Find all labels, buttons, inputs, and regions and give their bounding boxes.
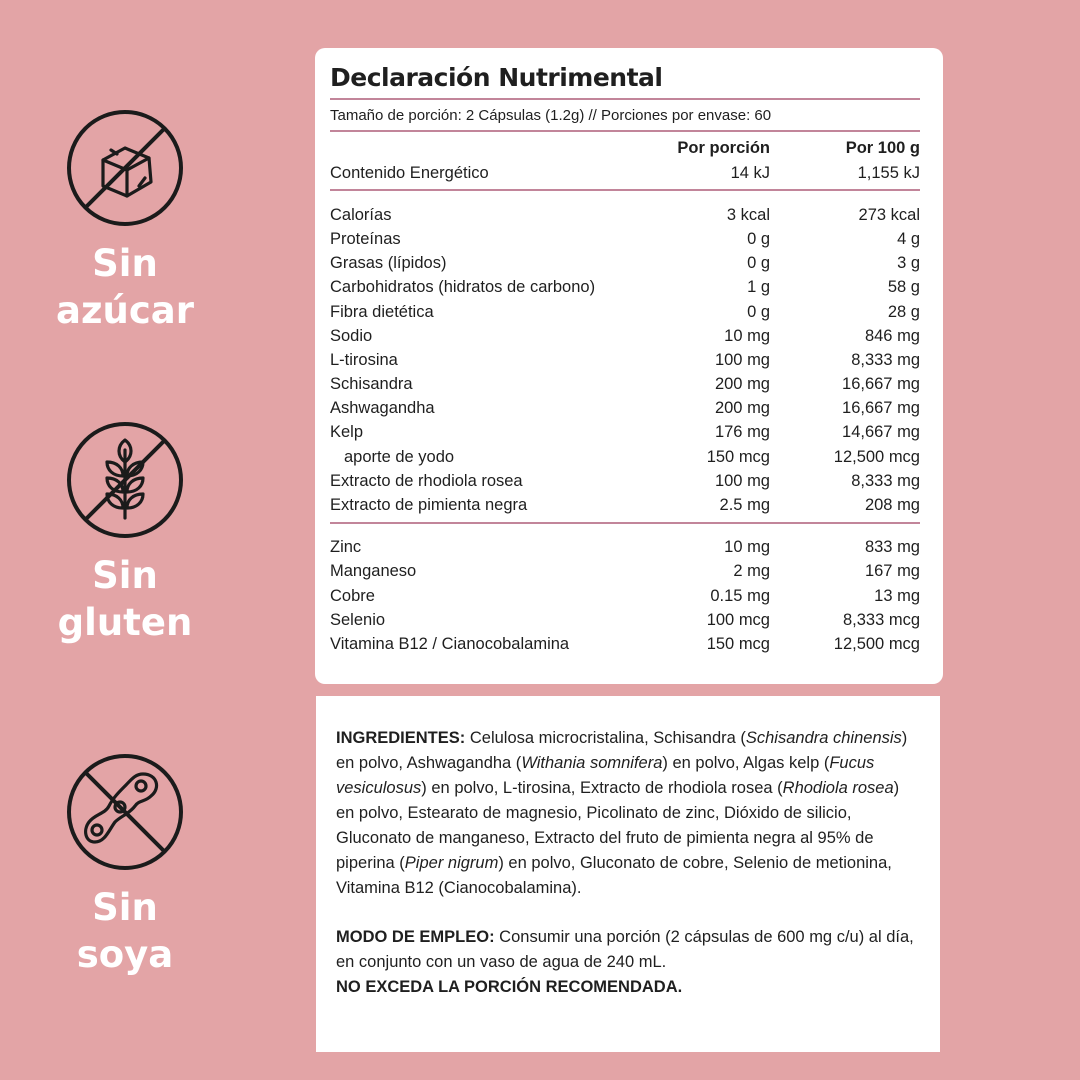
nutrition-facts-panel (315, 48, 943, 684)
badge-sin-soya (0, 752, 250, 978)
value-per-serving: 2.5 mg (719, 496, 770, 515)
value-per-serving: 176 mg (714, 423, 770, 442)
nutrient-name: Zinc (330, 538, 362, 557)
divider (330, 189, 920, 191)
value-per-serving: 10 mg (724, 326, 770, 345)
value-per-serving: 100 mg (714, 350, 770, 369)
value-per-100g: 58 g (887, 278, 920, 297)
nutrient-row (330, 421, 920, 445)
badge-label: Sin gluten (57, 554, 193, 644)
nutrient-name: Cobre (330, 586, 375, 605)
nutrient-name: Vitamina B12 / Cianocobalamina (330, 634, 570, 653)
nutrient-name: Schisandra (330, 375, 413, 394)
nutrient-row (330, 445, 920, 469)
badge-label: Sin soya (76, 886, 174, 976)
value-per-serving: 150 mcg (706, 447, 770, 466)
nutrient-name: Proteínas (330, 229, 401, 248)
value-per-100g: 8,333 mg (851, 350, 920, 369)
value-per-serving: 0.15 mg (710, 586, 770, 605)
value-per-100g: 273 kcal (858, 205, 920, 224)
value-per-serving: 0 g (747, 302, 770, 321)
nutrient-row (330, 469, 920, 493)
ingredients-text: INGREDIENTES: Celulosa microcristalina, Schisandra (Schisandra chinensis) en polvo, Ashwagandha (Withania somnifera) en polvo, Algas kelp (Fucus vesiculosus) en polvo, L-tirosina, Extracto de rhodiola rosea (Rhodiola rosea) en polvo, Estearato de magnesio, Picolinato de zinc, Dióxido de silicio, Gluconato de manganeso, Extracto del fruto de pimienta negra al 95% de piperina (Piper nigrum) en polvo, Gluconato de cobre, Selenio de metionina, Vitamina B12 (Cianocobalamina). (336, 729, 908, 897)
no-soy-icon (65, 752, 185, 872)
nutrient-row (330, 536, 920, 560)
minerals-list (330, 536, 920, 657)
value-per-100g: 208 mg (864, 496, 920, 515)
divider (330, 522, 920, 524)
value-per-100g: 28 g (887, 302, 920, 321)
nutrient-name: Carbohidratos (hidratos de carbono) (330, 278, 596, 297)
value-per-100g: 16,667 mg (842, 375, 920, 394)
macros-list (330, 203, 920, 517)
value-per-serving: 0 g (747, 229, 770, 248)
nutrient-name: Extracto de rhodiola rosea (330, 471, 523, 490)
nutrient-row (330, 397, 920, 421)
nutrient-row (330, 300, 920, 324)
nutrient-row (330, 203, 920, 227)
value-per-100g: 8,333 mg (851, 471, 920, 490)
nutrient-row (330, 276, 920, 300)
value-per-serving: 1 g (747, 278, 770, 297)
value-per-serving: 3 kcal (726, 205, 770, 224)
nutrient-name: Extracto de pimienta negra (330, 496, 528, 515)
nutrient-row (330, 348, 920, 372)
nutrient-row (330, 608, 920, 632)
nutrient-row (330, 632, 920, 656)
col-per-100g: Por 100 g (845, 138, 920, 157)
value-per-serving: 100 mcg (706, 610, 770, 629)
nutrient-name: L-tirosina (330, 350, 398, 369)
badge-sin-azucar (0, 108, 250, 334)
nutrient-row (330, 227, 920, 251)
nutrient-row (330, 560, 920, 584)
badge-label: Sin azúcar (56, 242, 194, 332)
nutrient-name: aporte de yodo (344, 447, 455, 466)
value-per-serving: 0 g (747, 254, 770, 273)
col-per-serving: Por porción (677, 138, 770, 157)
value-per-100g: 833 mg (864, 538, 920, 557)
serving-size: Tamaño de porción: 2 Cápsulas (1.2g) // Porciones por envase: 60 (330, 100, 920, 132)
nutrition-title: Declaración Nutrimental (330, 62, 920, 100)
nutrient-row (330, 584, 920, 608)
nutrient-name: Grasas (lípidos) (330, 254, 447, 273)
value-per-100g: 4 g (897, 229, 920, 248)
value-per-serving: 100 mg (714, 471, 770, 490)
badge-sin-gluten (0, 420, 250, 646)
value-per-100g: 846 mg (864, 326, 920, 345)
nutrient-row (330, 324, 920, 348)
value-per-100g: 16,667 mg (842, 399, 920, 418)
nutrient-name: Calorías (330, 205, 392, 224)
nutrient-name: Ashwagandha (330, 399, 435, 418)
value-per-100g: 167 mg (864, 562, 920, 581)
nutrient-row (330, 493, 920, 517)
nutrient-name: Sodio (330, 326, 373, 345)
value-per-serving: 200 mg (714, 375, 770, 394)
column-headers (330, 135, 920, 161)
nutrient-row (330, 252, 920, 276)
energy-row: Contenido Energético 14 kJ 1,155 kJ (330, 163, 920, 182)
nutrient-name: Selenio (330, 610, 386, 629)
nutrient-name: Manganeso (330, 562, 417, 581)
no-gluten-icon (65, 420, 185, 540)
nutrient-name: Kelp (330, 423, 364, 442)
value-per-100g: 12,500 mcg (833, 447, 920, 466)
value-per-serving: 200 mg (714, 399, 770, 418)
value-per-serving: 10 mg (724, 538, 770, 557)
value-per-serving: 150 mcg (706, 634, 770, 653)
ingredients-panel (316, 696, 940, 1052)
value-per-100g: 3 g (897, 254, 920, 273)
value-per-100g: 8,333 mcg (842, 610, 920, 629)
usage-warning: NO EXCEDA LA PORCIÓN RECOMENDADA. (336, 978, 683, 996)
value-per-serving: 2 mg (733, 562, 770, 581)
value-per-100g: 13 mg (874, 586, 920, 605)
no-sugar-icon (65, 108, 185, 228)
nutrient-name: Fibra dietética (330, 302, 434, 321)
value-per-100g: 12,500 mcg (833, 634, 920, 653)
value-per-100g: 14,667 mg (842, 423, 920, 442)
usage-text: MODO DE EMPLEO: Consumir una porción (2 cápsulas de 600 mg c/u) al día, en conjunto con un vaso de agua de 240 mL. NO EXCEDA LA PORCIÓN RECOMENDADA. (336, 928, 914, 996)
nutrient-row (330, 373, 920, 397)
